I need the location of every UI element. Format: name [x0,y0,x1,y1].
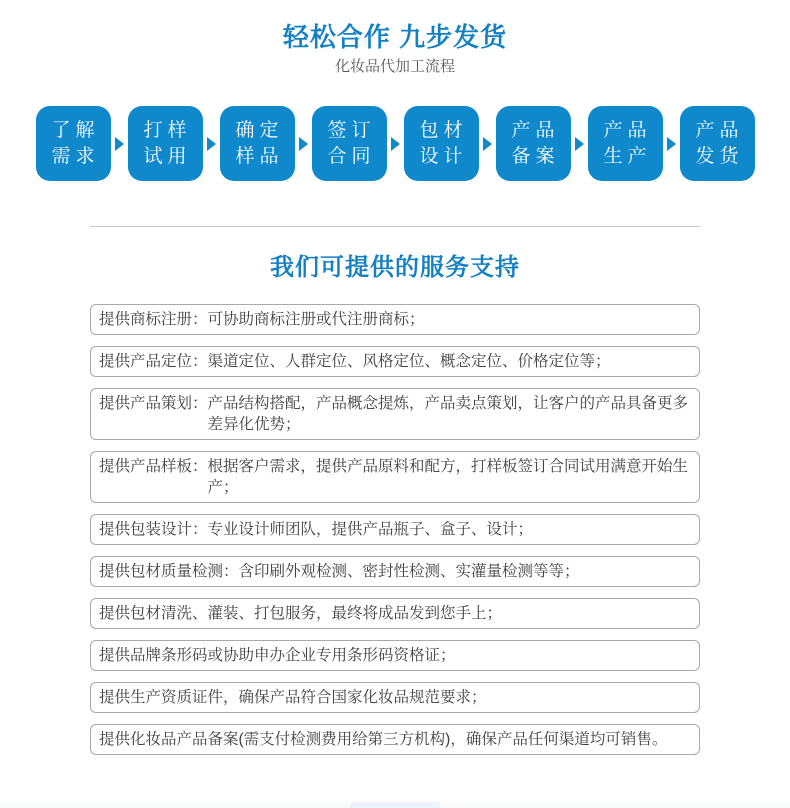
service-item-registration [90,724,700,755]
step-7-line2: 生产 [603,145,652,167]
page-header [0,0,790,77]
step-3-line1: 确定 [235,119,284,141]
service-item-trademark [90,304,700,335]
step-3-line2: 样品 [235,145,284,167]
step-8-line2: 发货 [695,145,744,167]
service-item-filling [90,598,700,629]
step-8-line1: 产品 [695,119,744,141]
service-item-text: 渠道定位、人群定位、风格定位、概念定位、价格定位等； [207,353,611,370]
service-item-package-design [90,514,700,545]
service-item-barcode [90,640,700,671]
service-item-certificates [90,682,700,713]
arrow-right-icon [299,137,308,151]
service-item-text: 提供包材清洗、灌装、打包服务，最终将成品发到您手上； [99,605,503,622]
service-item-label: 提供商标注册： [99,311,208,328]
page-subtitle: 化妆品代加工流程 [334,58,455,75]
service-item-positioning [90,346,700,377]
step-1-line1: 了解 [51,119,100,141]
service-item-sample [90,451,700,503]
step-2-line2: 试用 [143,145,192,167]
service-item-text: 含印刷外观检测、密封性检测、实灌量检测等等； [238,563,580,580]
section-divider [90,226,700,227]
arrow-right-icon [207,137,216,151]
services-list [90,304,700,755]
step-box-7 [588,106,663,181]
step-box-1 [36,106,111,181]
service-item-label: 提供产品定位： [99,353,208,370]
service-item-text: 提供品牌条形码或协助申办企业专用条形码资格证； [99,647,456,664]
service-item-label: 提供包材质量检测： [99,563,239,580]
step-5-line1: 包材 [419,119,468,141]
step-6-line2: 备案 [511,145,560,167]
service-item-text: 专业设计师团队，提供产品瓶子、盒子、设计； [207,521,534,538]
arrow-right-icon [391,137,400,151]
arrow-right-icon [115,137,124,151]
service-item-quality-test [90,556,700,587]
step-box-2 [128,106,203,181]
service-item-text: 根据客户需求，提供产品原料和配方，打样板签订合同试用满意开始生产； [207,458,689,496]
step-box-8 [680,106,755,181]
step-4-line2: 合同 [327,145,376,167]
service-item-planning [90,388,700,440]
step-4-line1: 签订 [327,119,376,141]
arrow-right-icon [483,137,492,151]
arrow-right-icon [667,137,676,151]
step-1-line2: 需求 [51,145,100,167]
service-item-text: 提供生产资质证件，确保产品符合国家化妆品规范要求； [99,689,487,706]
service-item-text: 提供化妆品产品备案(需支付检测费用给第三方机构)，确保产品任何渠道均可销售。 [99,731,668,748]
step-6-line1: 产品 [511,119,560,141]
service-item-label: 提供产品样板： [99,458,208,475]
step-2-line1: 打样 [143,119,192,141]
step-5-line2: 设计 [419,145,468,167]
process-steps-row [0,106,790,181]
step-7-line1: 产品 [603,119,652,141]
services-heading: 我们可提供的服务支持 [270,254,520,281]
arrow-right-icon [575,137,584,151]
service-item-text: 产品结构搭配，产品概念提炼，产品卖点策划，让客户的产品具备更多差异化优势； [207,395,689,433]
service-item-label: 提供产品策划： [99,395,208,412]
next-section-edge [0,798,790,808]
page-title: 轻松合作 九步发货 [282,22,508,52]
next-section-blip [350,802,440,808]
service-item-text: 可协助商标注册或代注册商标； [207,311,425,328]
step-box-4 [312,106,387,181]
step-box-3 [220,106,295,181]
service-item-label: 提供包装设计： [99,521,208,538]
step-box-5 [404,106,479,181]
step-box-6 [496,106,571,181]
